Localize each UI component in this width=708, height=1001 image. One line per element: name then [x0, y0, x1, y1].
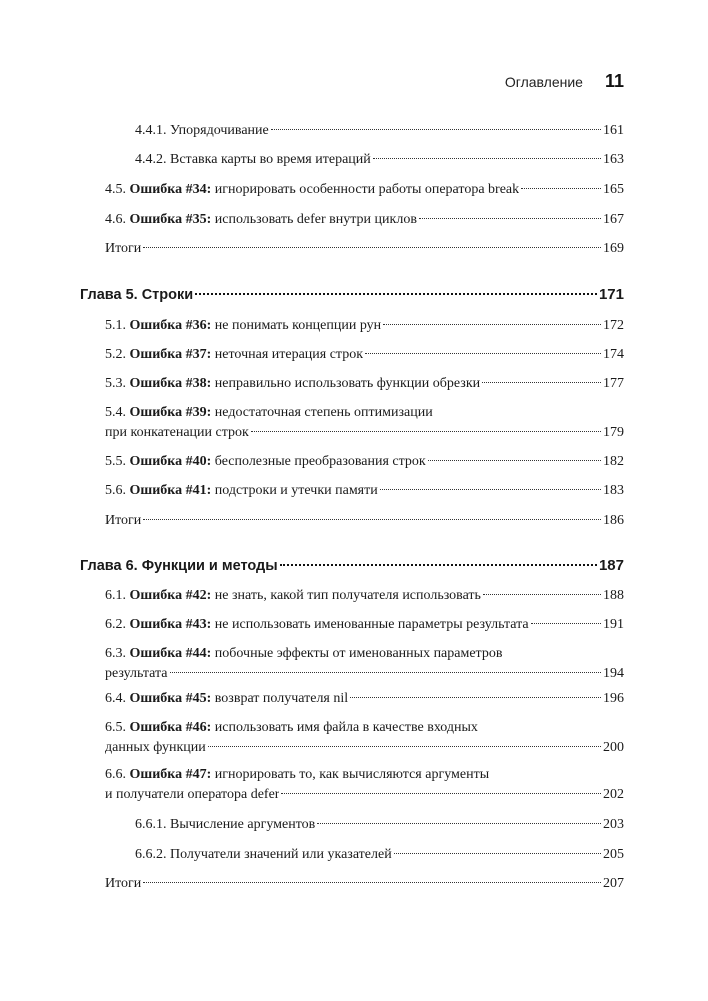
toc-entry-5-6[interactable] [80, 481, 624, 501]
toc-chapter-6[interactable] [80, 556, 624, 576]
toc-entry-mistake-label: Ошибка #47: [129, 767, 212, 782]
toc-entry-number: 4.4.1. [135, 123, 167, 138]
toc-entry-number: 6.3. [105, 646, 126, 661]
toc-chapter-title: Глава 6. Функции и методы [80, 558, 278, 574]
leader-dots [483, 594, 601, 595]
leader-dots [281, 793, 601, 794]
leader-dots [317, 823, 601, 824]
toc-entry-title: не знать, какой тип получателя использовать [214, 588, 481, 603]
leader-dots [170, 672, 602, 673]
toc-entry-4-4-2[interactable] [80, 150, 624, 170]
toc-entry-mistake-label: Ошибка #34: [129, 182, 212, 197]
toc-entry-number: 4.4.2. [135, 152, 167, 167]
toc-entry-page: 194 [603, 666, 624, 681]
toc-entry-page: 188 [603, 588, 624, 603]
leader-dots [143, 247, 601, 248]
toc-entry-title: игнорировать особенности работы оператора break [214, 182, 520, 197]
toc-entry-6-5[interactable] [80, 718, 624, 758]
toc-entry-page: 196 [603, 691, 624, 706]
toc-entry-6-3[interactable] [80, 644, 624, 684]
toc-entry-summary-ch5[interactable] [80, 511, 624, 531]
toc-entry-mistake-label: Ошибка #36: [129, 318, 212, 333]
toc-entry-6-6-1[interactable] [80, 815, 624, 835]
toc-entry-number: 5.3. [105, 376, 126, 391]
leader-dots [365, 353, 601, 354]
toc-entry-page: 183 [603, 483, 624, 498]
toc-entry-title: Упорядочивание [170, 123, 269, 138]
toc-entry-number: 5.5. [105, 454, 126, 469]
leader-dots [271, 129, 601, 130]
toc-chapter-title: Глава 5. Строки [80, 287, 194, 303]
toc-entry-number: 6.5. [105, 720, 126, 735]
toc-entry-title: использовать defer внутри циклов [214, 212, 417, 227]
toc-entry-title: использовать имя файла в качестве входных [214, 720, 478, 735]
toc-entry-title: Итоги [105, 513, 142, 528]
toc-entry-page: 177 [603, 376, 624, 391]
leader-dots [143, 882, 601, 883]
toc-entry-mistake-label: Ошибка #37: [129, 347, 212, 362]
toc-entry-title: Итоги [105, 876, 142, 891]
toc-entry-title: Вычисление аргументов [170, 817, 316, 832]
toc-entry-mistake-label: Ошибка #35: [129, 212, 212, 227]
toc-entry-page: 179 [603, 425, 624, 440]
toc-entry-title: подстроки и утечки памяти [214, 483, 378, 498]
toc-entry-6-2[interactable] [80, 615, 624, 635]
toc-entry-title: не понимать концепции рун [214, 318, 382, 333]
toc-entry-summary-ch6[interactable] [80, 874, 624, 894]
toc-entry-mistake-label: Ошибка #43: [129, 617, 212, 632]
toc-entry-4-5[interactable] [80, 180, 624, 200]
leader-dots [531, 623, 601, 624]
toc-entry-number: 4.5. [105, 182, 126, 197]
toc-entry-number: 6.1. [105, 588, 126, 603]
toc-entry-number: 6.4. [105, 691, 126, 706]
running-header-title: Оглавление [504, 74, 583, 90]
toc-entry-5-4[interactable] [80, 403, 624, 443]
toc-entry-mistake-label: Ошибка #41: [129, 483, 212, 498]
toc-entry-page: 186 [603, 513, 624, 528]
leader-dots [521, 188, 601, 189]
toc-entry-page: 200 [603, 740, 624, 755]
toc-entry-page: 202 [603, 787, 624, 802]
toc-entry-page: 205 [603, 847, 624, 862]
toc-entry-6-6[interactable] [80, 765, 624, 805]
toc-chapter-5[interactable] [80, 285, 624, 305]
leader-dots [373, 158, 601, 159]
leader-dots [394, 853, 601, 854]
leader-dots [208, 746, 601, 747]
toc-entry-number: 6.6.1. [135, 817, 167, 832]
toc-entry-page: 169 [603, 241, 624, 256]
toc-entry-title: Вставка карты во время итераций [170, 152, 371, 167]
toc-chapter-page: 171 [598, 286, 624, 303]
toc-entry-mistake-label: Ошибка #39: [129, 405, 212, 420]
toc-entry-5-1[interactable] [80, 316, 624, 336]
toc-entry-page: 161 [603, 123, 624, 138]
leader-dots [482, 382, 601, 383]
toc-entry-5-5[interactable] [80, 452, 624, 472]
toc-entry-number: 4.6. [105, 212, 126, 227]
toc-entry-page: 207 [603, 876, 624, 891]
toc-entry-title: не использовать именованные параметры результата [214, 617, 529, 632]
toc-entry-number: 5.4. [105, 405, 126, 420]
toc-entry-number: 5.2. [105, 347, 126, 362]
leader-dots [251, 431, 601, 432]
toc-entry-number: 6.6. [105, 767, 126, 782]
toc-entry-5-2[interactable] [80, 345, 624, 365]
toc-entry-title: Получатели значений или указателей [170, 847, 392, 862]
toc-entry-title: игнорировать то, как вычисляются аргументы [214, 767, 490, 782]
toc-entry-title-continuation: при конкатенации строк [105, 425, 249, 440]
leader-dots [428, 460, 601, 461]
toc-entry-title: Итоги [105, 241, 142, 256]
toc-entry-page: 174 [603, 347, 624, 362]
toc-entry-number: 6.2. [105, 617, 126, 632]
toc-entry-6-1[interactable] [80, 586, 624, 606]
toc-entry-number: 5.6. [105, 483, 126, 498]
toc-entry-mistake-label: Ошибка #45: [129, 691, 212, 706]
toc-entry-page: 167 [603, 212, 624, 227]
toc-entry-title: неточная итерация строк [214, 347, 364, 362]
leader-dots [419, 218, 601, 219]
leader-dots [280, 564, 597, 566]
toc-entry-title: неправильно использовать функции обрезки [214, 376, 481, 391]
toc-entry-number: 5.1. [105, 318, 126, 333]
page-number: 11 [604, 71, 624, 91]
toc-entry-title: возврат получателя nil [214, 691, 349, 706]
toc-entry-page: 182 [603, 454, 624, 469]
running-header [505, 71, 624, 92]
toc-entry-mistake-label: Ошибка #42: [129, 588, 212, 603]
toc-entry-mistake-label: Ошибка #46: [129, 720, 212, 735]
toc-entry-mistake-label: Ошибка #38: [129, 376, 212, 391]
toc-entry-title: побочные эффекты от именованных параметров [214, 646, 503, 661]
leader-dots [195, 293, 597, 295]
toc-entry-4-6[interactable] [80, 210, 624, 230]
leader-dots [380, 489, 601, 490]
leader-dots [350, 697, 601, 698]
toc-entry-title-continuation: и получатели оператора defer [105, 787, 280, 802]
toc-entry-summary-ch4[interactable] [80, 239, 624, 259]
toc-entry-page: 163 [603, 152, 624, 167]
toc-entry-4-4-1[interactable] [80, 121, 624, 141]
leader-dots [383, 324, 601, 325]
toc-entry-mistake-label: Ошибка #40: [129, 454, 212, 469]
toc-entry-title: недостаточная степень оптимизации [214, 405, 433, 420]
toc-entry-page: 172 [603, 318, 624, 333]
toc-entry-title-continuation: результата [105, 666, 168, 681]
toc-entry-6-6-2[interactable] [80, 845, 624, 865]
toc-entry-title: бесполезные преобразования строк [214, 454, 426, 469]
toc-chapter-page: 187 [598, 557, 624, 574]
toc-entry-number: 6.6.2. [135, 847, 167, 862]
toc-entry-mistake-label: Ошибка #44: [129, 646, 212, 661]
toc-entry-page: 203 [603, 817, 624, 832]
toc-entry-title-continuation: данных функции [105, 740, 206, 755]
toc-entry-5-3[interactable] [80, 374, 624, 394]
toc-entry-page: 191 [603, 617, 624, 632]
leader-dots [143, 519, 601, 520]
toc-entry-6-4[interactable] [80, 689, 624, 709]
toc-entry-page: 165 [603, 182, 624, 197]
